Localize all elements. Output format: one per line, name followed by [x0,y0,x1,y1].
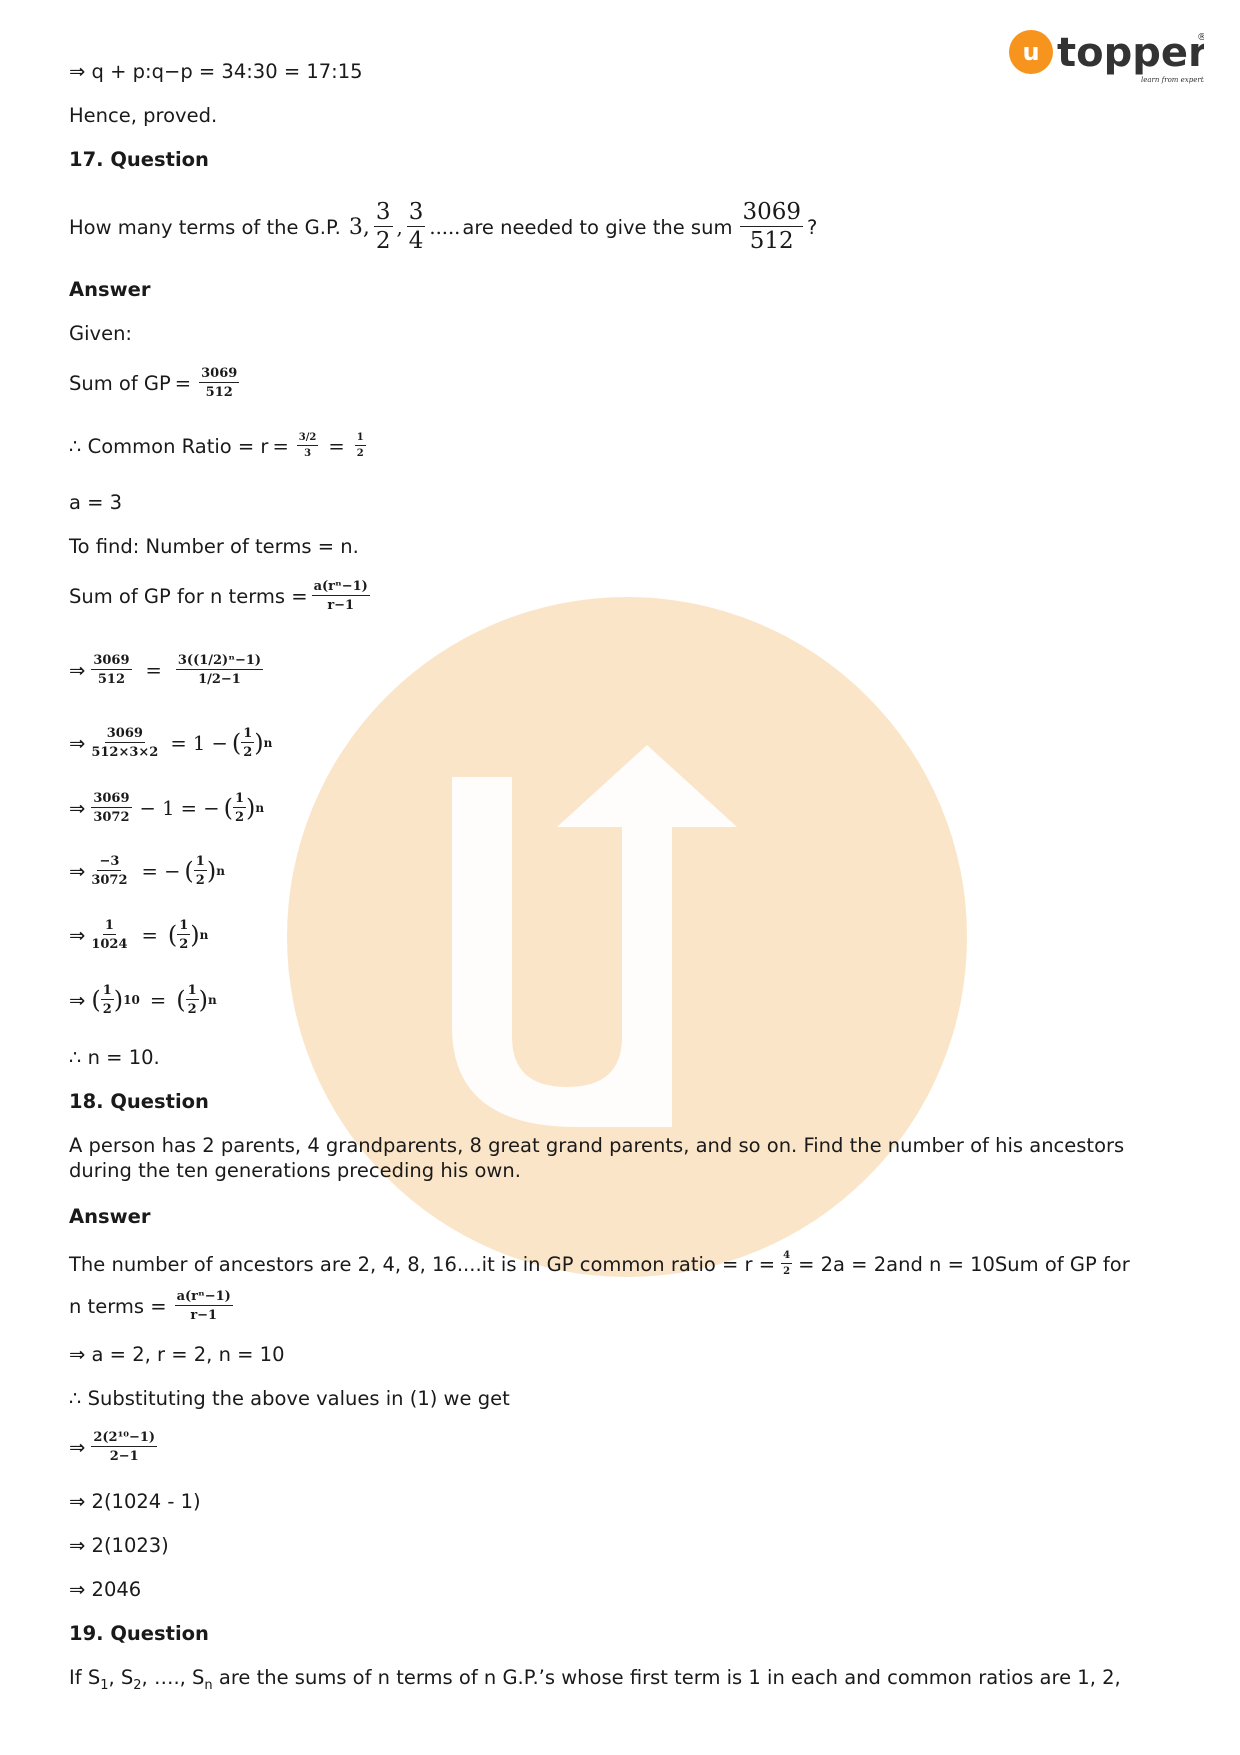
text-line: ⇒ a = 2, r = 2, n = 10 [69,1343,285,1366]
fraction: $\frac{\text{3((1/2)ⁿ−1)}}{1/2-1}$ [177,653,262,687]
equation-step: ⇒ $\frac{-3}{3072}$ = − ( $\frac{1}{2}$ ) n [69,854,225,888]
equation-step: ⇒ $\frac{3069}{3072}$ − 1 = − ( $\frac{1}{2}$ ) n [69,791,265,825]
text-line: ⇒ 2(1023) [69,1534,169,1557]
text-line: ∴ n = 10. [69,1046,160,1069]
fraction: $\frac{3069}{512}$ [201,366,238,400]
question-text: A person has 2 parents, 4 grandparents, 8 great grand parents, and so on. Find the number of his ancestors during the ten generations preceding his own. [69,1134,1125,1182]
text-line: ∴ Substituting the above values in (1) we get [69,1387,510,1410]
fraction: $\frac{3069}{512\times 3\times 2}$ [91,726,159,760]
fraction: $\frac{3/2}{3}$ [298,432,317,459]
formula-line: Sum of GP for n terms = $\frac{\text{a(rⁿ−1)}}{r-1}$ [69,579,368,613]
equation-step: ⇒ $\frac{3069}{512}$ = $\frac{\text{3((1/2)ⁿ−1)}}{1/2-1}$ [69,653,262,687]
fraction: $\frac{1}{2}$ [243,726,253,760]
fraction: $\frac{-3}{3072}$ [91,854,128,888]
fraction: $\frac{3069}{3072}$ [93,791,130,825]
topper-logo [1009,28,1204,88]
question-text: How many terms of the G.P. 3, $\frac{3}{2}$ , $\frac{3}{4}$ ..... are needed to give the sum $\frac{3069}{512}$ ? [69,199,818,254]
text-line: Given: [69,322,132,345]
svg-text:learn from experts: learn from experts [1141,76,1204,84]
svg-text:u: u [1022,38,1040,66]
question-heading: 17. Question [69,148,209,171]
fraction: $\frac{1}{2}$ [187,983,197,1017]
answer-heading: Answer [69,1205,151,1228]
text-line: Hence, proved. [69,104,218,127]
question-text: If $S_1$, $S_2$, …., $S_n$ are the sums of n terms of n G.P.’s whose first term is 1 in each and common ratios are 1, 2, [69,1666,1121,1693]
text-line: a = 3 [69,491,123,514]
fraction: $\frac{\text{a(rⁿ−1)}}{r-1}$ [313,579,368,613]
text-line: ⇒ q + p:q−p = 34:30 = 17:15 [69,60,363,83]
equation-step: ⇒ $\frac{\text{2(2¹⁰−1)}}{2-1}$ [69,1430,156,1464]
fraction: $\frac{3069}{512}$ [742,199,801,254]
equation-step: ⇒ $\frac{3069}{512\times 3\times 2}$ = 1 − ( $\frac{1}{2}$ ) n [69,726,273,760]
svg-text:topper: topper [1057,30,1204,76]
answer-text: The number of ancestors are 2, 4, 8, 16....it is in GP common ratio = r = $\frac{4}{2}$ = 2a = 2and n = 10Sum of GP for [69,1250,1130,1277]
text-line: ⇒ 2046 [69,1578,142,1601]
svg-text:®: ® [1197,32,1204,43]
fraction: $\frac{1}{1024}$ [91,918,128,952]
fraction: $\frac{\text{a(rⁿ−1)}}{r-1}$ [176,1289,231,1323]
sum-of-gp-line: Sum of GP = $\frac{3069}{512}$ [69,366,238,400]
question-heading: 18. Question [69,1090,209,1113]
text-line: To find: Number of terms = n. [69,535,359,558]
answer-text: n terms = $\frac{\text{a(rⁿ−1)}}{r-1}$ [69,1289,231,1323]
common-ratio-line: ∴ Common Ratio = r = $\frac{3/2}{3}$ = $\frac{1}{2}$ [69,432,364,459]
fraction: $\frac{3069}{512}$ [93,653,130,687]
fraction: $\frac{4}{2}$ [783,1250,791,1277]
fraction: $\frac{1}{2}$ [179,918,189,952]
equation-step: ⇒ ( $\frac{1}{2}$ ) 10 = ( $\frac{1}{2}$ ) n [69,983,217,1017]
answer-heading: Answer [69,278,151,301]
text-line: ⇒ 2(1024 - 1) [69,1490,201,1513]
fraction: $\frac{1}{2}$ [195,854,205,888]
fraction: $\frac{1}{2}$ [234,791,244,825]
fraction: $\frac{\text{2(2¹⁰−1)}}{2-1}$ [93,1430,156,1464]
fraction: $\frac{3}{2}$ [375,199,391,254]
fraction: $\frac{3}{4}$ [408,199,424,254]
fraction: $\frac{1}{2}$ [356,432,364,459]
question-heading: 19. Question [69,1622,209,1645]
equation-step: ⇒ $\frac{1}{1024}$ = ( $\frac{1}{2}$ ) n [69,918,209,952]
fraction: $\frac{1}{2}$ [102,983,112,1017]
